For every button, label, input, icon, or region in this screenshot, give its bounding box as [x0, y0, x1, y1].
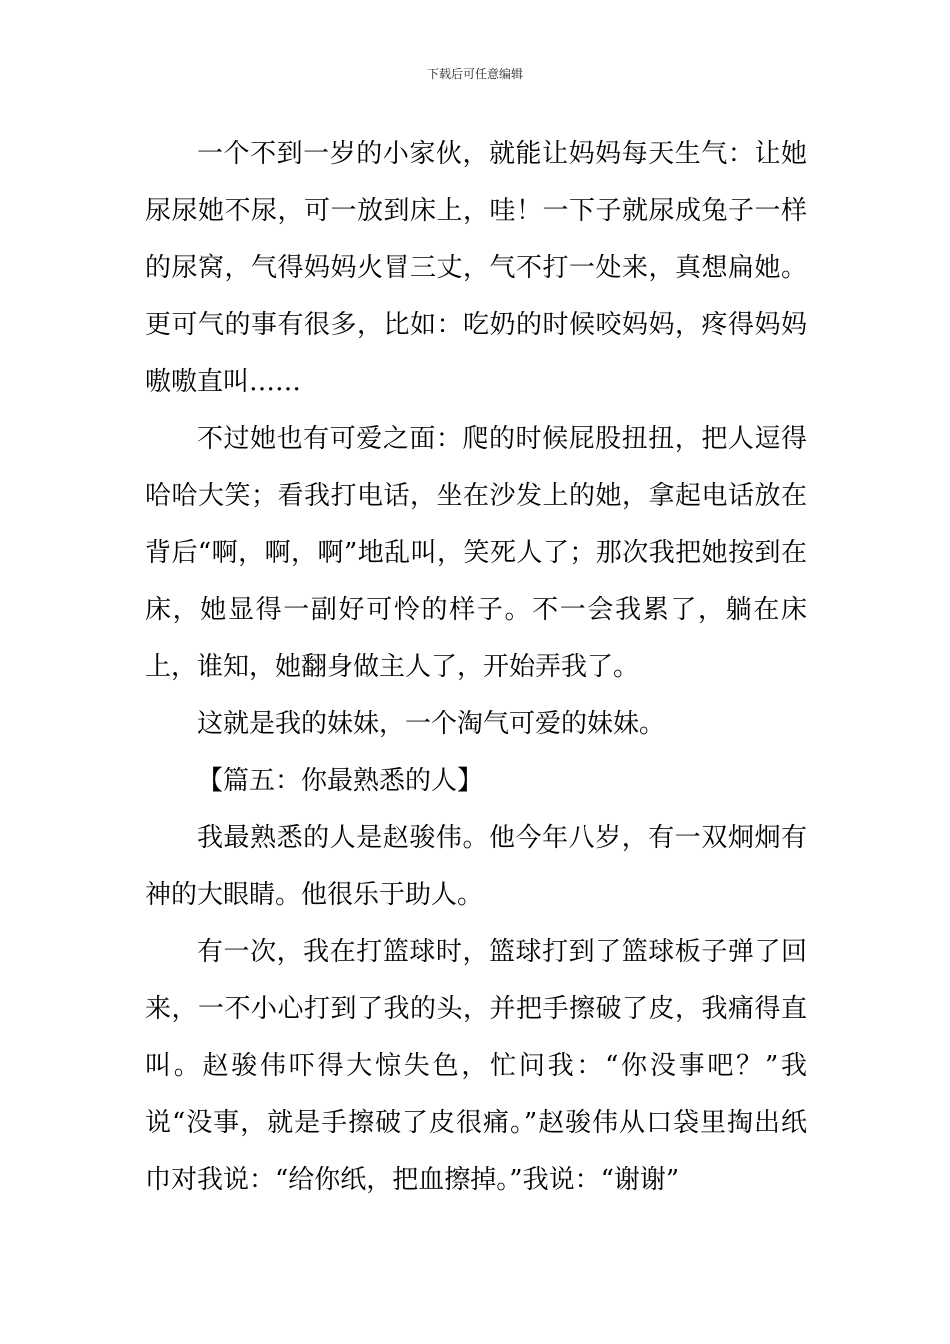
paragraph-little-sister-naughty: 一个不到一岁的小家伙，就能让妈妈每天生气：让她尿尿她不尿，可一放到床上，哇！一下子就尿成兔子一样的尿窝，气得妈妈火冒三丈，气不打一处来，真想扁她。更可气的事有很多，比如：吃奶的时候咬妈妈，疼得妈妈嗷嗷直叫……: [145, 139, 807, 397]
paragraph-familiar-person-intro: 我最熟悉的人是赵骏伟。他今年八岁，有一双炯炯有神的大眼睛。他很乐于助人。: [145, 823, 807, 910]
section-heading-chapter-five: 【篇五：你最熟悉的人】: [197, 766, 484, 796]
document-body: [145, 126, 807, 1209]
paragraph-basketball-story: 有一次，我在打篮球时，篮球打到了篮球板子弹了回来，一不小心打到了我的头，并把手擦破了皮，我痛得直叫。赵骏伟吓得大惊失色，忙问我：“你没事吧？”我说“没事，就是手擦破了皮很痛。”赵骏伟从口袋里掏出纸巾对我说：“给你纸，把血擦掉。”我说：“谢谢”: [145, 937, 807, 1195]
paragraph-sister-summary: 这就是我的妹妹，一个淘气可爱的妹妹。: [197, 709, 666, 739]
page-header: 下载后可任意编辑: [426, 67, 523, 81]
paragraph-little-sister-cute: 不过她也有可爱之面：爬的时候屁股扭扭，把人逗得哈哈大笑；看我打电话，坐在沙发上的她，拿起电话放在背后“啊，啊，啊”地乱叫，笑死人了；那次我把她按到在床，她显得一副好可怜的样子。不一会我累了，躺在床上，谁知，她翻身做主人了，开始弄我了。: [145, 424, 807, 682]
